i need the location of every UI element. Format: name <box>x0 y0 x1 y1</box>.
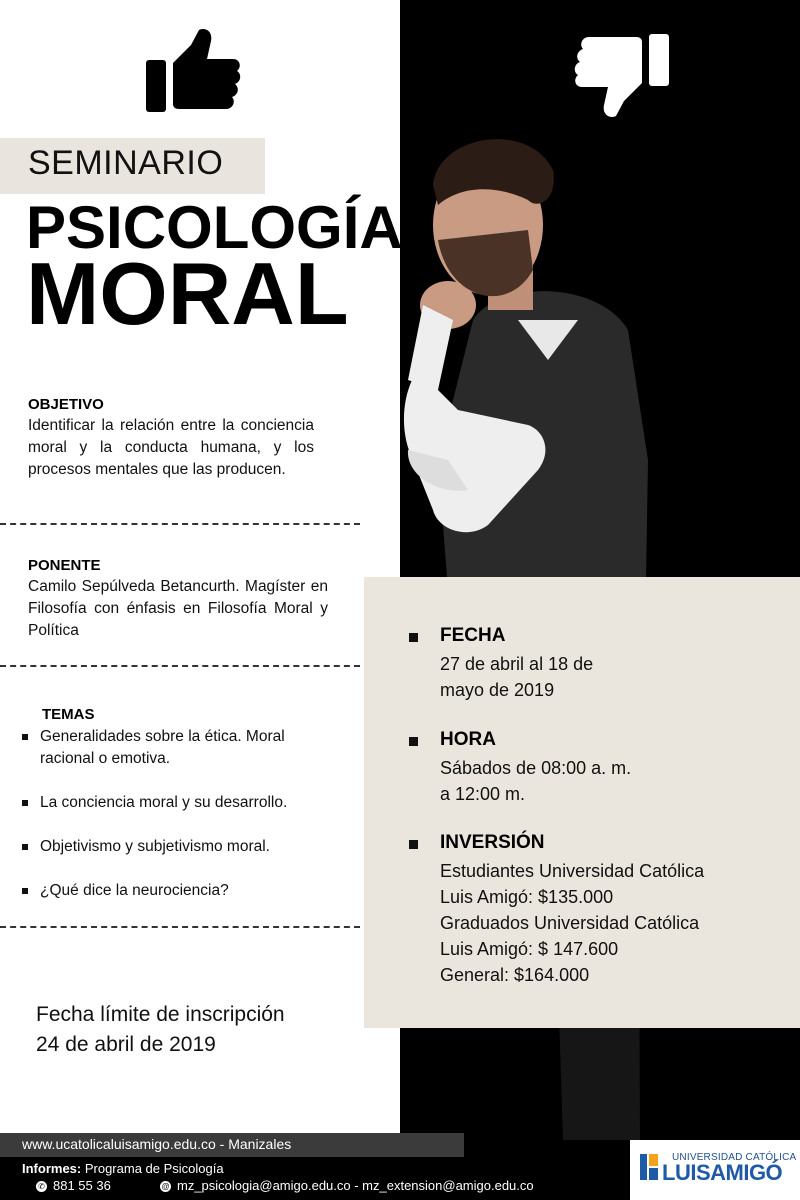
hora-line-1: Sábados de 08:00 a. m. <box>440 758 632 778</box>
inversion-line: Luis Amigó: $135.000 <box>440 887 614 907</box>
divider <box>0 665 360 667</box>
fecha-text <box>440 651 593 703</box>
divider <box>0 926 360 928</box>
logo-subtitle: UNIVERSIDAD CATÓLICA <box>672 1152 797 1163</box>
phone-line <box>36 1178 111 1193</box>
informes-line <box>22 1161 224 1176</box>
fecha-line-2: mayo de 2019 <box>440 680 555 700</box>
email-line <box>160 1178 534 1193</box>
bullet-icon <box>22 844 28 850</box>
email-icon: @ <box>161 1182 170 1192</box>
temas-heading: TEMAS <box>42 706 95 723</box>
fecha-heading: FECHA <box>440 625 506 646</box>
inversion-line: Estudiantes Universidad Católica <box>440 861 705 881</box>
bullet-icon <box>409 737 418 746</box>
bullet-icon <box>22 800 28 806</box>
objetivo-heading: OBJETIVO <box>28 396 104 413</box>
inversion-line: General: $164.000 <box>440 965 590 985</box>
inversion-heading: INVERSIÓN <box>440 832 545 853</box>
inversion-text <box>440 858 704 988</box>
seminar-label: SEMINARIO <box>28 144 224 182</box>
deadline-line-1: Fecha límite de inscripción <box>36 1003 285 1026</box>
ponente-heading: PONENTE <box>28 557 101 574</box>
email-addresses[interactable]: mz_psicologia@amigo.edu.co - mz_extension@amigo.edu.co <box>177 1178 534 1193</box>
hora-line-2: a 12:00 m. <box>440 784 526 804</box>
deadline-line-2: 24 de abril de 2019 <box>36 1033 216 1056</box>
phone-number[interactable]: 881 55 36 <box>53 1178 111 1193</box>
hora-heading: HORA <box>440 729 496 750</box>
bullet-icon <box>409 840 418 849</box>
logo-title: LUISAMIGÓ <box>662 1160 783 1185</box>
informes-text: Programa de Psicología <box>81 1161 224 1176</box>
divider <box>0 523 360 525</box>
tema-text: Generalidades sobre la ética. Moral racional o emotiva. <box>40 728 285 767</box>
phone-icon: ✆ <box>36 1181 47 1192</box>
temas-list <box>20 726 340 924</box>
inversion-line: Graduados Universidad Católica <box>440 913 700 933</box>
title-line-1: PSICOLOGÍA <box>26 194 403 261</box>
objetivo-text: Identificar la relación entre la conciencia moral y la conducta humana, y los procesos mentales que las producen. <box>28 417 314 478</box>
list-item <box>20 880 340 902</box>
university-logo-icon <box>640 1154 658 1180</box>
bullet-icon <box>409 633 418 642</box>
website-link[interactable]: www.ucatolicaluisamigo.edu.co - Manizales <box>22 1136 292 1152</box>
bullet-icon <box>22 734 28 740</box>
list-item <box>20 726 340 770</box>
list-item <box>20 792 340 814</box>
informes-label: Informes: <box>22 1161 82 1176</box>
fecha-line-1: 27 de abril al 18 de <box>440 654 594 674</box>
tema-text: ¿Qué dice la neurociencia? <box>40 882 229 899</box>
title-line-2: MORAL <box>26 244 349 343</box>
inversion-line: Luis Amigó: $ 147.600 <box>440 939 619 959</box>
thumbs-down-icon <box>574 27 672 119</box>
registration-deadline <box>36 1000 285 1060</box>
thumbs-up-icon <box>143 27 241 115</box>
ponente-text: Camilo Sepúlveda Betancurth. Magíster en Filosofía con énfasis en Filosofía Moral y Política <box>28 578 328 639</box>
tema-text: La conciencia moral y su desarrollo. <box>40 794 288 811</box>
tema-text: Objetivismo y subjetivismo moral. <box>40 838 270 855</box>
list-item <box>20 836 340 858</box>
hora-text <box>440 755 631 807</box>
bullet-icon <box>22 888 28 894</box>
